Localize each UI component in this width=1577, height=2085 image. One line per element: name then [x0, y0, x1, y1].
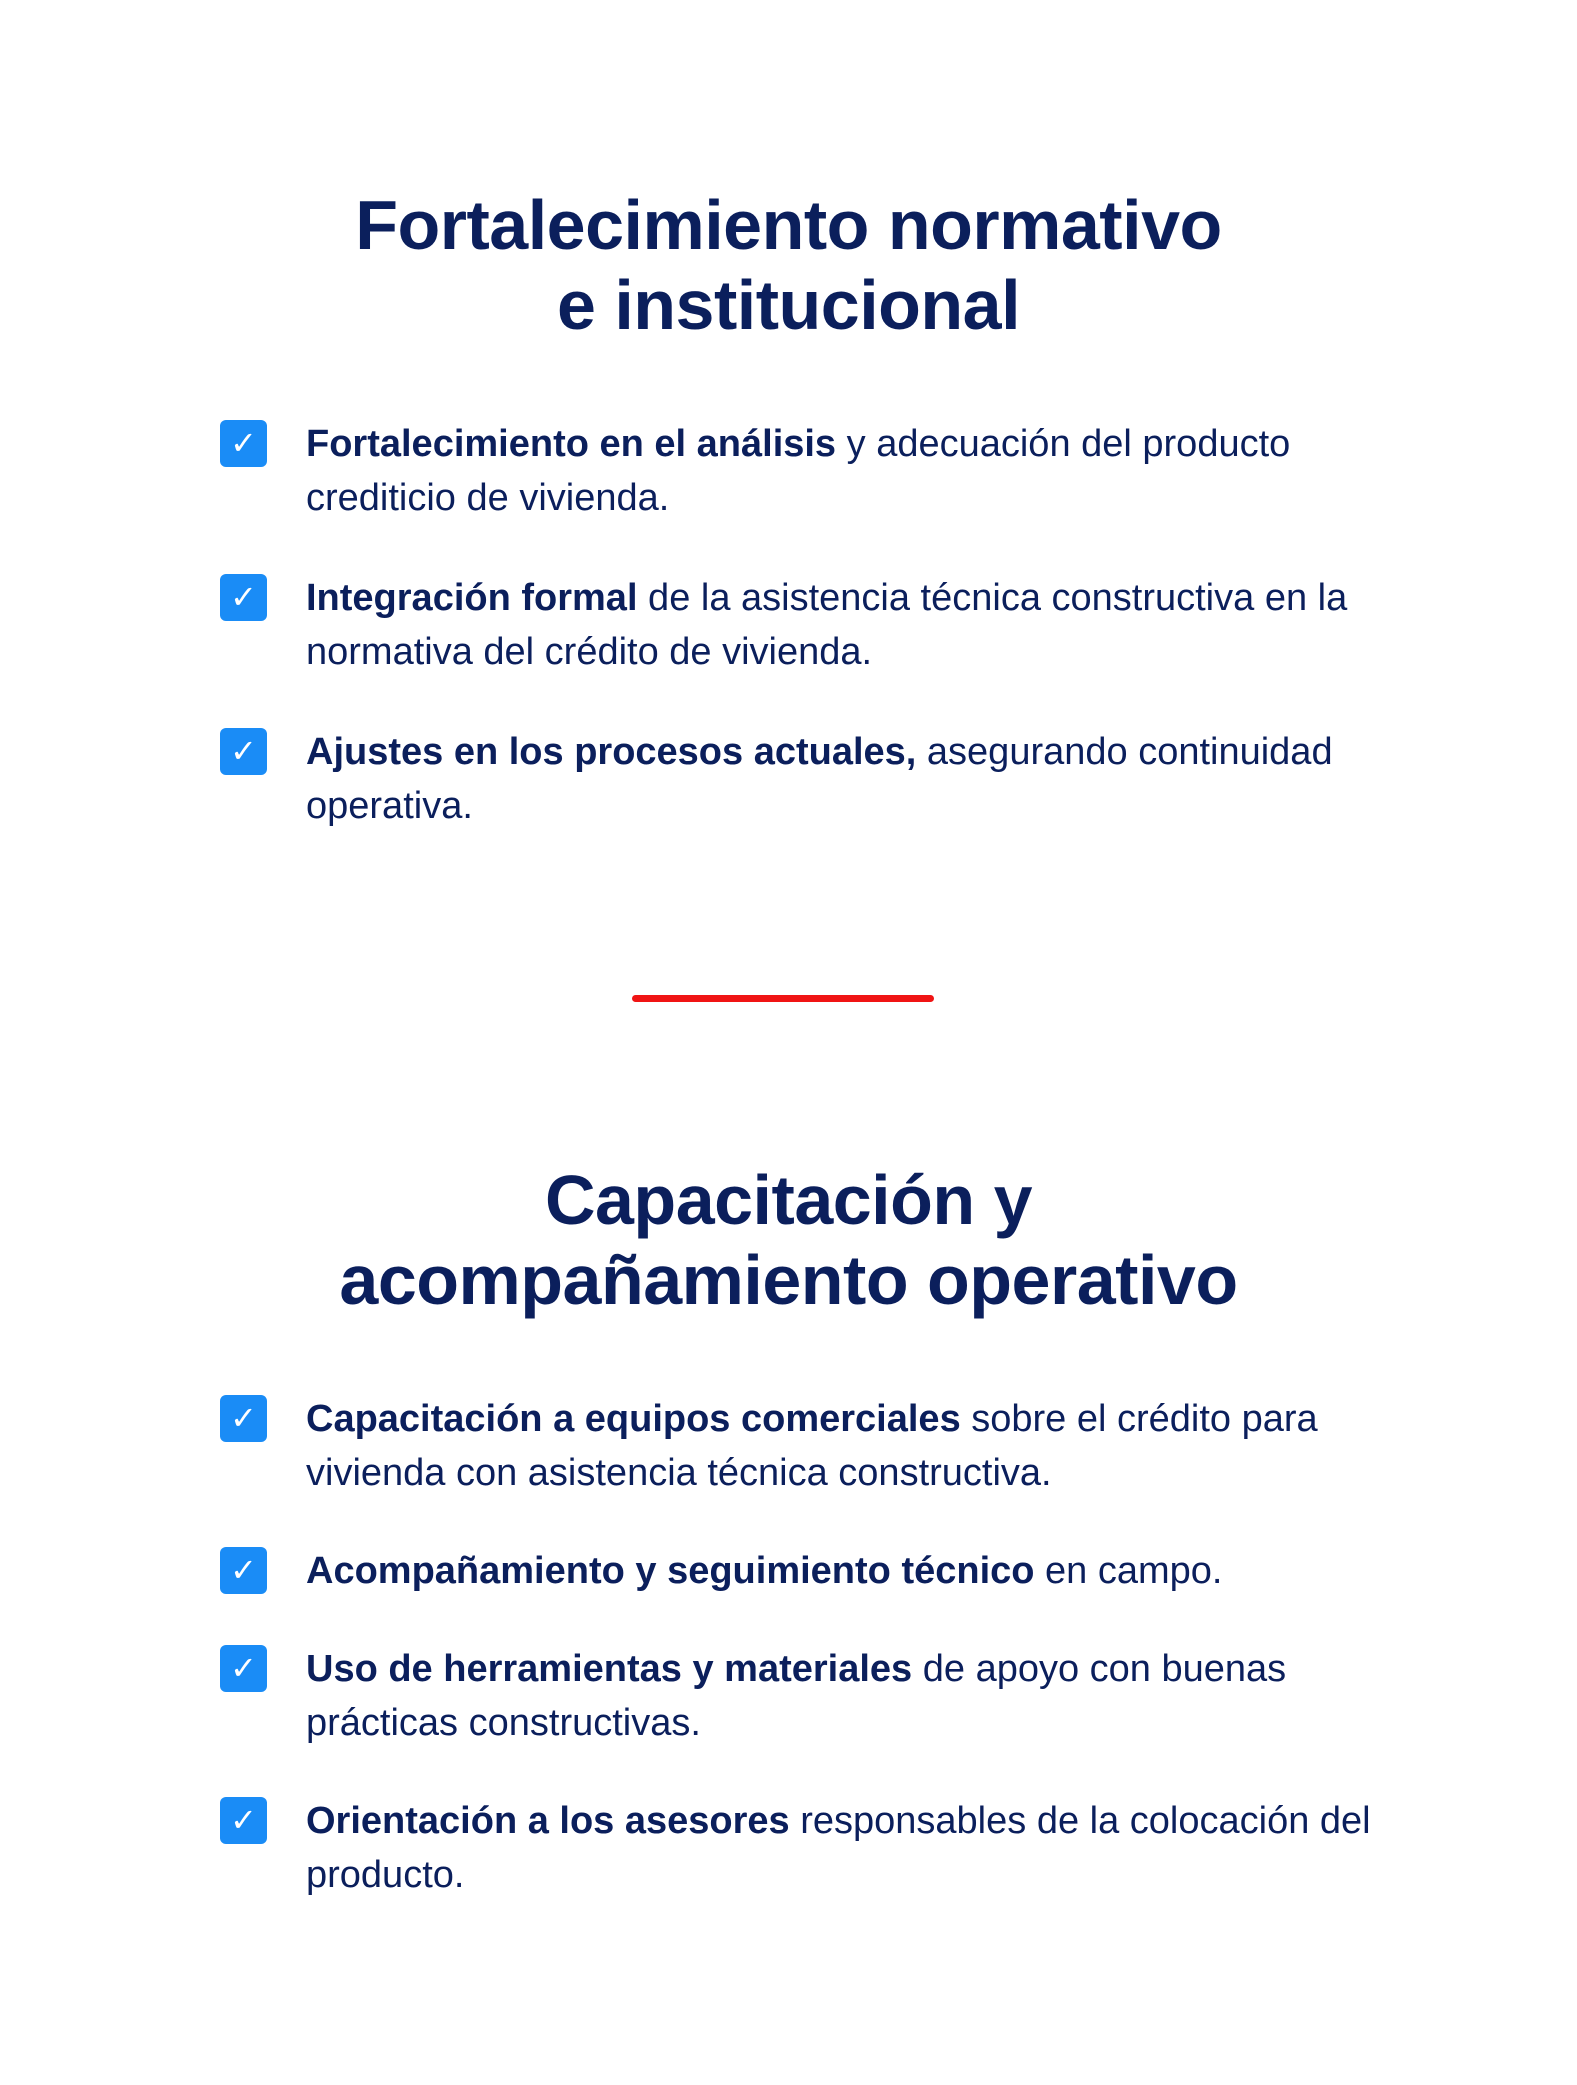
- list-item: [218, 1794, 1378, 1902]
- checklist: [218, 417, 1378, 879]
- section-divider: [632, 995, 934, 1002]
- list-item: [218, 1544, 1378, 1598]
- item-highlight: Orientación a los asesores: [306, 1800, 790, 1842]
- list-item: [218, 571, 1378, 679]
- item-text: y adecuación del producto crediticio de vivienda.: [306, 423, 1291, 519]
- check-icon: ✓: [220, 574, 267, 621]
- title-line: Fortalecimiento normativo: [355, 186, 1222, 264]
- list-item: [218, 1392, 1378, 1500]
- title-line: acompañamiento operativo: [339, 1241, 1238, 1319]
- check-icon: ✓: [220, 1547, 267, 1594]
- list-item: [218, 417, 1378, 525]
- title-line: Capacitación y: [544, 1161, 1033, 1239]
- item-text: sobre el crédito para vivienda con asistencia técnica constructiva.: [306, 1398, 1318, 1494]
- check-icon: ✓: [220, 1645, 267, 1692]
- item-highlight: Uso de herramientas y materiales: [306, 1648, 913, 1690]
- list-item: [218, 725, 1378, 833]
- item-highlight: Capacitación a equipos comerciales: [306, 1398, 961, 1440]
- item-text: de la asistencia técnica constructiva en la normativa del crédito de vivienda.: [306, 577, 1348, 673]
- item-text: de apoyo con buenas prácticas constructivas.: [306, 1648, 1287, 1744]
- title-line: e institucional: [556, 266, 1021, 344]
- list-item: [218, 1642, 1378, 1750]
- check-icon: ✓: [220, 420, 267, 467]
- section-capacitacion: [0, 1160, 1577, 1896]
- section-title: [0, 1160, 1577, 1320]
- item-text: en campo.: [1034, 1550, 1223, 1592]
- section-title: [0, 185, 1577, 345]
- check-icon: ✓: [220, 1395, 267, 1442]
- section-normativo: [0, 185, 1577, 827]
- item-highlight: Integración formal: [306, 577, 638, 619]
- item-highlight: Acompañamiento y seguimiento técnico: [306, 1550, 1035, 1592]
- item-text: responsables de la colocación del producto.: [306, 1800, 1371, 1896]
- item-highlight: Fortalecimiento en el análisis: [306, 423, 837, 465]
- item-text: asegurando continuidad operativa.: [306, 731, 1333, 827]
- check-icon: ✓: [220, 728, 267, 775]
- checklist: [218, 1392, 1378, 1946]
- item-highlight: Ajustes en los procesos actuales,: [306, 731, 917, 773]
- check-icon: ✓: [220, 1797, 267, 1844]
